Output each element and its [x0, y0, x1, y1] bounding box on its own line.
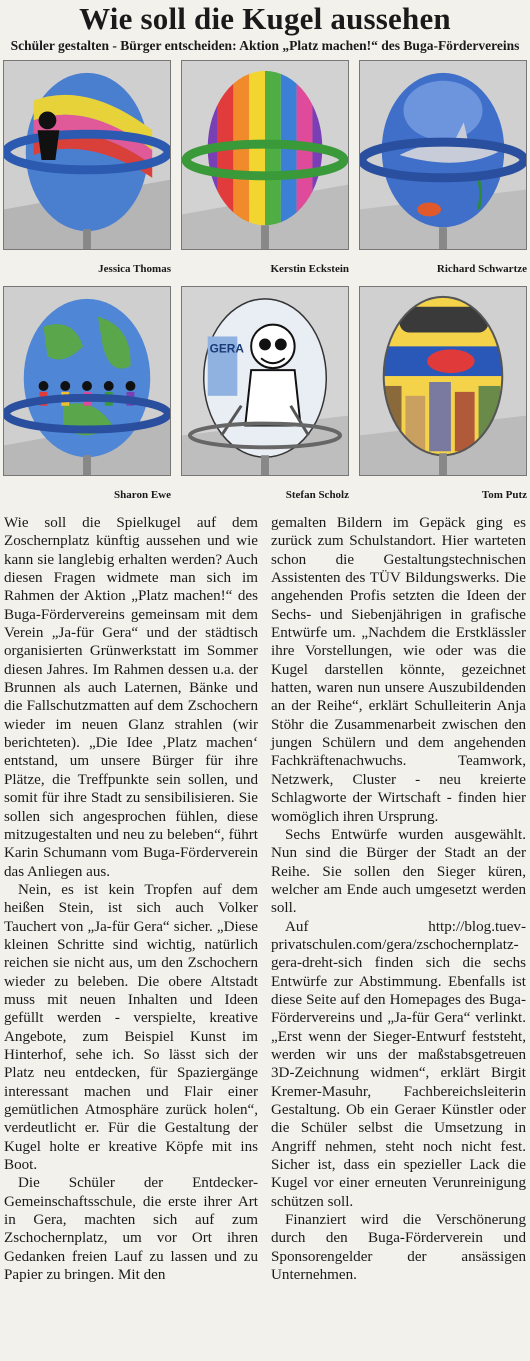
- article-paragraph: Auf http://blog.tuev-privatschulen.com/gera/zschochernplatz-gera-dreht-sich finden sich die sechs Entwürfe zur Abstimmung. Ebenfalls ist diese Seite auf den Homepages des Buga-Fördervereins und „Ja-für Gera“ verlinkt. „Erst wenn der Sieger-Entwurf feststeht, werden wir uns der maßstabsgetreuen 3D-Zeichnung widmen“, erklärt Birgit Kremer-Masuhr, Fachbereichsleiterin Gestaltung. Ob ein Geraer Künstler oder die Schüler selbst die Umsetzung in Angriff nehmen, steht noch nicht fest. Sicher ist, dass ein spezieller Lack die Kugel vor einer erneuten Verunreinigung schützen soll.: [271, 918, 526, 1210]
- article-column-right: [271, 514, 526, 1284]
- headline: Wie soll die Kugel aussehen: [79, 1, 451, 36]
- design-image-comic-gera: [181, 286, 349, 476]
- design-caption: Kerstin Eckstein: [270, 263, 349, 275]
- design-caption: Sharon Ewe: [114, 489, 171, 501]
- design-tile: [3, 286, 171, 476]
- article-paragraph: Die Schüler der Entdecker-Gemeinschaftsschule, die erste ihrer Art in Gera, machten sich auf zum Zschochernplatz, um vor Ort ihren Gedanken freien Lauf zu lassen und zu Papier zu bringen. Mit den: [4, 1175, 258, 1284]
- design-tile: [359, 286, 527, 476]
- article-paragraph: gemalten Bildern im Gepäck ging es zurück zum Schulstandort. Hier warteten schon die Gestaltungstechnischen Assistenten des TÜV Bildungswerks. Die angehenden Profis setzten die Ideen der Sechs- und Siebenjährigen in grafische Entwürfe um. „Nachdem die Erstklässler ihre Vorstellungen, wie oder was die Kugel darstellen könnte, gezeichnet hatten, waren nun unsere Auszubildenden an der Reihe“, erklärt Schulleiterin Anja Stöhr die Zusammenarbeit zwischen den jungen Schülern und dem angehenden Fachkräftenachwuchs. Teamwork, Netzwerk, Cluster - neu kreierte Schlagworte der Wirtschaft - finden hier womöglich ihren Ursprung.: [271, 515, 526, 825]
- design-caption: Jessica Thomas: [98, 263, 171, 275]
- gera-logo-text: GERA: [209, 341, 244, 356]
- design-tile: [359, 60, 527, 250]
- subheadline: Schüler gestalten - Bürger entscheiden: Aktion „Platz machen!“ des Buga-Fördervereins: [10, 38, 520, 53]
- design-image-earth-children: [3, 286, 171, 476]
- design-image-cityscape: [359, 286, 527, 476]
- design-image-rainbow-ball: [181, 60, 349, 250]
- article-column-left: [4, 514, 258, 1284]
- design-image-shark: [359, 60, 527, 250]
- design-caption: Tom Putz: [481, 489, 527, 501]
- design-tile: [181, 60, 349, 250]
- article-paragraph: Finanziert wird die Verschönerung durch den Buga-Förderverein und Sponsorengelder der ansässigen Unternehmen.: [271, 1212, 526, 1284]
- article-paragraph: Sechs Entwürfe wurden ausgewählt. Nun sind die Bürger der Stadt an der Reihe. Sie sollen den Sieger küren, welcher am Ende auch umgesetzt werden soll.: [271, 826, 526, 917]
- design-image-rainbow-figure: [3, 60, 171, 250]
- design-tile: [181, 286, 349, 476]
- design-gallery: [3, 60, 527, 506]
- article-paragraph: Wie soll die Spielkugel auf dem Zoschernplatz künftig aussehen und wie kann sie langlebig erhalten werden? Auch diesen Fragen widmete man sich im Rahmen der Aktion „Platz machen!“ des Buga-Fördervereins gemeinsam mit dem Verein „Ja-für Gera“ und der städtisch organisierten Grünwerkstatt im Sommer diesen Jahres. Im Rahmen dessen u.a. der Brunnen als auch Laternen, Bänke und die Fallschutzmatten auf dem Zschochern wieder im neuen Glanz strahlen (wir berichteten). „Die Idee ‚Platz machen‘ entstand, um unsere Bürger für ihre Plätze, die Treffpunkte sein sollen, und somit für ihre Stadt zu sensibilisieren. Sie sollen sich angesprochen fühlen, diese mitzugestalten und neu zu beleben“, führt Karin Schumann vom Buga-Förderverein das Anliegen aus.: [4, 515, 258, 880]
- design-tile: [3, 60, 171, 250]
- design-caption: Richard Schwartze: [436, 263, 527, 275]
- article-paragraph: Nein, es ist kein Tropfen auf dem heißen Stein, ist sich auch Volker Tauchert von „Ja-für Gera“ sicher. „Diese kleinen Schritte sind wichtig, natürlich reichen sie nicht aus, um den Zschochern wieder zu beleben. Die obere Altstadt muss mit neuen Inhalten und Ideen gefüllt werden - verspielte, kreative Angebote, zum Beispiel Kunst im Hinterhof, sehe ich. So lässt sich der Platz neu entdecken, für Spaziergänge interessant machen und Flair einer gemütlichen Atmosphäre zurück holen“, verdeutlicht er. Für die Gestaltung der Kugel holte er kreative Köpfe mit ins Boot.: [4, 881, 258, 1174]
- design-caption: Stefan Scholz: [285, 489, 349, 501]
